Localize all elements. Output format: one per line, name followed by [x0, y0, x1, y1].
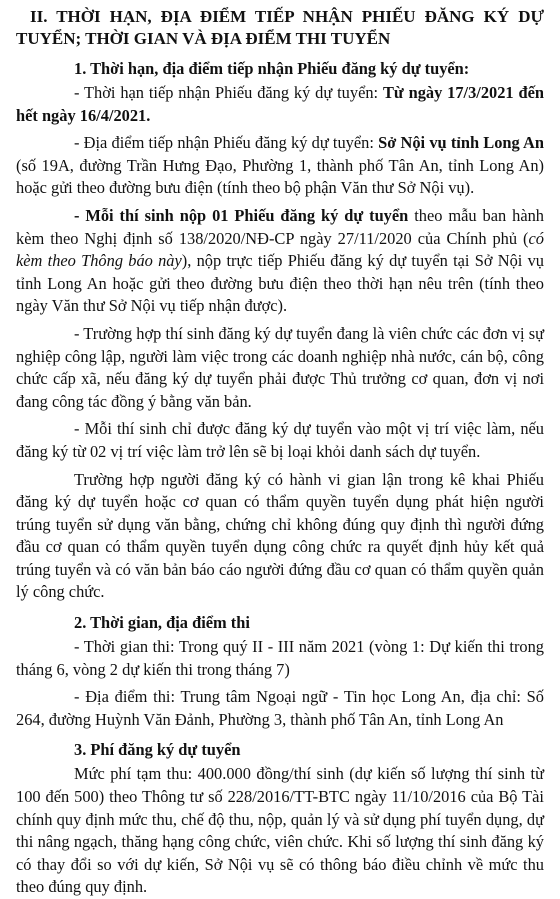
deadline-dates: Từ ngày 17/3/2021 đến hết ngày 16/4/2021. — [16, 83, 544, 125]
paragraph-one-form — [16, 205, 544, 318]
paragraph-receiving-location — [16, 132, 544, 200]
one-form-text: theo mẫu ban hành kèm theo Nghị định số 138/2020/NĐ-CP ngày 27/11/2020 của Chính phủ ( — [16, 205, 544, 248]
paragraph-deadline — [16, 82, 544, 127]
location-address: (số 19A, đường Trần Hưng Đạo, Phường 1, thành phố Tân An, tỉnh Long An) hoặc gửi theo đường bưu điện (tính theo bộ phận Văn thư Sở Nội vụ). — [16, 155, 544, 198]
paragraph-fee: Mức phí tạm thu: 400.000 đồng/thí sinh (dự kiến số lượng thí sinh từ 100 đến 500) theo Thông tư số 228/2016/TT-BTC ngày 11/10/2016 của Bộ Tài chính quy định mức thu, chế độ thu, nộp, quản lý và sử dụng phí tuyển dụng, dự thi nâng ngạch, thăng hạng công chức, viên chức. Khi số lượng thí sinh đăng ký có thay đổi so với dự kiến, Sở Nội vụ sẽ có thông báo điều chỉnh về mức thu theo đúng quy định. — [16, 764, 544, 897]
paragraph-exam-time: - Thời gian thi: Trong quý II - III năm 2021 (vòng 1: Dự kiến thi trong tháng 6, vòng 2 dự kiến thi trong tháng 7) — [16, 637, 544, 679]
section-title: II. THỜI HẠN, ĐỊA ĐIỂM TIẾP NHẬN PHIẾU ĐĂNG KÝ DỰ TUYỂN; THỜI GIAN VÀ ĐỊA ĐIỂM THI TUYỂN — [16, 7, 544, 48]
one-form-emphasis: - Mỗi thí sinh nộp 01 Phiếu đăng ký dự tuyển — [74, 205, 409, 225]
heading-deadline-location: 1. Thời hạn, địa điểm tiếp nhận Phiếu đăng ký dự tuyển: — [74, 59, 470, 78]
heading-exam-time-location: 2. Thời gian, địa điểm thi — [74, 613, 250, 633]
paragraph-fraud: Trường hợp người đăng ký có hành vi gian lận trong kê khai Phiếu đăng ký dự tuyển hoặc cơ quan có thẩm quyền tuyển dụng phát hiện người trúng tuyển sử dụng văn bằng, chứng chỉ không đúng quy định thì người đứng đầu cơ quan có thẩm quyền tuyển dụng công chức ra quyết định hủy kết quả trúng tuyển và có văn bản báo cáo người đứng đầu cơ quan có thẩm quyền quản lý công chức. — [16, 469, 544, 602]
heading-fee: 3. Phí đăng ký dự tuyển — [74, 740, 241, 760]
paragraph-employee-consent: - Trường hợp thí sinh đăng ký dự tuyển đang là viên chức các đơn vị sự nghiệp công lập, người làm việc trong các doanh nghiệp nhà nước, cán bộ, công chức cấp xã, nếu đăng ký dự tuyển phải được Thủ trưởng cơ quan, đơn vị nơi đang công tác đồng ý bằng văn bản. — [16, 323, 544, 411]
paragraph-exam-location: - Địa điểm thi: Trung tâm Ngoại ngữ - Tin học Long An, địa chỉ: Số 264, đường Huỳnh Văn Đảnh, Phường 3, thành phố Tân An, tỉnh Long An — [16, 687, 544, 729]
deadline-label: - Thời hạn tiếp nhận Phiếu đăng ký dự tuyển: — [74, 83, 383, 102]
location-label: - Địa điểm tiếp nhận Phiếu đăng ký dự tuyển: — [74, 133, 379, 153]
paragraph-single-position: - Mỗi thí sinh chỉ được đăng ký dự tuyển vào một vị trí việc làm, nếu đăng ký từ 02 vị trí việc làm trở lên sẽ bị loại khỏi danh sách dự tuyển. — [16, 419, 544, 461]
location-name: Sở Nội vụ tỉnh Long An — [378, 133, 544, 153]
one-form-text-end: ), nộp trực tiếp Phiếu đăng ký dự tuyển tại Sở Nội vụ tỉnh Long An hoặc gửi theo đường bưu điện theo thời hạn nêu trên (tính theo ngày Văn thư Sở Nội vụ tiếp nhận được). — [16, 251, 544, 316]
attachment-note: có kèm theo Thông báo này — [16, 228, 544, 271]
